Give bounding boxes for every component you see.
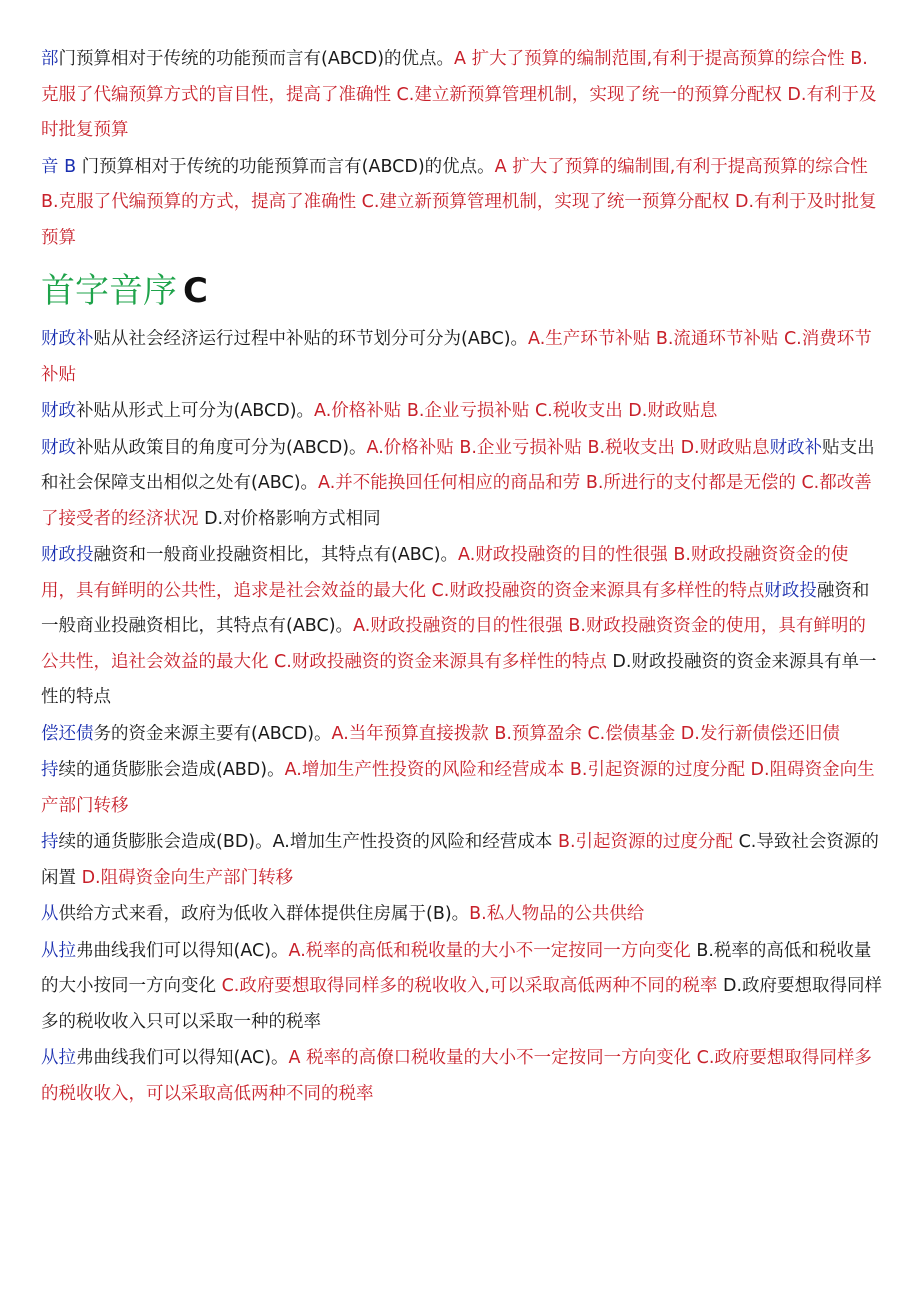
question-entry bbox=[41, 150, 883, 257]
question-entry bbox=[41, 431, 883, 538]
entry-text: 融资和一般商业投融资相比，其特点有(ABC)。 bbox=[93, 545, 459, 565]
entry-answer: A.财政投融资的目的性很强 B.财政投融资资金的使用，具有鲜明的公共性，追社会效益的最大化 C.财政投融资的资金来源具有多样性的特点 bbox=[41, 616, 866, 672]
entry-answer: B.引起资源的过度分配 bbox=[557, 832, 734, 852]
entry-answer: A.增加生产性投资的风险和经营成本 B.引起资源的过度分配 D.阻碍资金向生产部门转移 bbox=[41, 760, 875, 816]
entry-initial: 财政补 bbox=[769, 437, 823, 458]
entry-initial: 财政投 bbox=[764, 580, 817, 601]
entry-initial: 从拉 bbox=[41, 1048, 76, 1068]
question-entry bbox=[41, 753, 883, 824]
entry-text: D.财政投融资的资金来源具有单一性的特点 bbox=[41, 651, 877, 707]
entry-text: 续的通货膨胀会造成(BD)。A.增加生产性投资的风险和经营成本 bbox=[58, 832, 558, 852]
question-entry bbox=[41, 897, 883, 933]
entry-text: 弗曲线我们可以得知(AC)。 bbox=[76, 1048, 289, 1068]
entry-text: 贴从社会经济运行过程中补贴的环节划分可分为(ABC)。 bbox=[93, 329, 529, 349]
question-entry bbox=[41, 42, 883, 149]
entry-initial: 从 bbox=[41, 904, 59, 924]
entries-group-2 bbox=[41, 322, 883, 1112]
entry-answer: A.价格补贴 B.企业亏损补贴 C.税收支出 D.财政贴息 bbox=[314, 401, 718, 421]
entry-initial: 偿还债 bbox=[41, 723, 94, 744]
question-entry bbox=[41, 322, 883, 393]
entry-text: B.税率的高低和税收量的大小按同一方向变化 bbox=[41, 940, 872, 996]
entry-text: 贴支出和社会保障支出相似之处有(ABC)。 bbox=[41, 437, 875, 493]
question-entry bbox=[41, 538, 883, 716]
entry-answer: D.阻碍资金向生产部门转移 bbox=[81, 867, 294, 888]
entry-initial: 财政 bbox=[41, 437, 76, 458]
entry-text: 弗曲线我们可以得知(AC)。 bbox=[76, 940, 289, 961]
question-entry bbox=[41, 717, 883, 753]
entry-initial: 财政补 bbox=[41, 329, 94, 349]
entry-initial: 财政投 bbox=[41, 545, 94, 565]
entry-answer: A 扩大了预算的编制范围,有利于提高预算的综合性 B.克服了代编预算方式的盲目性，提高了准确性 C.建立新预算管理机制，实现了统一的预算分配权 D.有利于及时批复预算 bbox=[41, 49, 877, 140]
entry-answer: A 税率的高僚口税收量的大小不一定按同一方向变化 C.政府要想取得同样多的税收收入，可以采取高低两种不同的税率 bbox=[41, 1048, 872, 1104]
entry-initial: 音 B bbox=[41, 156, 82, 177]
entry-answer: C.政府要想取得同样多的税收收入,可以采取高低两种不同的税率 bbox=[221, 976, 718, 996]
entry-answer: A 扩大了预算的编制围,有利于提高预算的综合性 B.克服了代编预算的方式，提高了准确性 C.建立新预算管理机制，实现了统一预算分配权 D.有利于及时批复预算 bbox=[41, 156, 877, 248]
question-entry bbox=[41, 934, 883, 1041]
question-entry bbox=[41, 1041, 883, 1112]
entry-answer: A.价格补贴 B.企业亏损补贴 B.税收支出 D.财政贴息 bbox=[366, 437, 770, 458]
heading-letter: C bbox=[183, 271, 208, 311]
entry-text: 务的资金来源主要有(ABCD)。 bbox=[93, 723, 332, 744]
entry-answer: A.财政投融资的目的性很强 B.财政投融资资金的使用，具有鲜明的公共性，追求是社会效益的最大化 C.财政投融资的资金来源具有多样性的特点 bbox=[41, 545, 849, 601]
entry-answer: A.税率的高低和税收量的大小不一定按同一方向变化 bbox=[288, 940, 691, 961]
entry-initial: 财政 bbox=[41, 401, 76, 421]
entry-answer: B.私人物品的公共供给 bbox=[469, 904, 645, 924]
entry-answer: A.并不能换回任何相应的商品和劳 B.所进行的支付都是无偿的 C.都改善了接受者的经济状况 bbox=[41, 473, 872, 529]
entry-text: D.对价格影响方式相同 bbox=[198, 508, 381, 529]
entry-text: 补贴从政策目的角度可分为(ABCD)。 bbox=[76, 437, 367, 458]
document-page bbox=[41, 42, 883, 1113]
entry-text: 门预算相对于传统的功能预算而言有(ABCD)的优点。 bbox=[81, 156, 495, 177]
entry-initial: 持 bbox=[41, 832, 59, 852]
heading-text: 首字音序 bbox=[41, 271, 177, 311]
entry-answer: A.生产环节补贴 B.流通环节补贴 C.消费环节补贴 bbox=[41, 329, 872, 385]
entry-initial: 部 bbox=[41, 49, 59, 69]
entry-text: D.政府要想取得同样多的税收收入只可以采取一种的税率 bbox=[41, 976, 883, 1032]
section-heading bbox=[41, 266, 883, 316]
entry-text: 供给方式来看，政府为低收入群体提供住房属于(B)。 bbox=[58, 904, 470, 924]
question-entry bbox=[41, 825, 883, 896]
question-entry bbox=[41, 394, 883, 430]
entry-initial: 持 bbox=[41, 760, 59, 780]
entry-text: C.导致社会资源的闲置 bbox=[41, 832, 879, 888]
entry-text: 融资和一般商业投融资相比，其特点有(ABC)。 bbox=[41, 580, 870, 636]
entry-answer: A.当年预算直接拨款 B.预算盈余 C.偿债基金 D.发行新债偿还旧债 bbox=[331, 723, 840, 744]
entry-initial: 从拉 bbox=[41, 940, 76, 961]
entries-group-1 bbox=[41, 42, 883, 256]
entry-text: 门预算相对于传统的功能预而言有(ABCD)的优点。 bbox=[58, 49, 455, 69]
entry-text: 续的通货膨胀会造成(ABD)。 bbox=[58, 760, 285, 780]
entry-text: 补贴从形式上可分为(ABCD)。 bbox=[76, 401, 315, 421]
